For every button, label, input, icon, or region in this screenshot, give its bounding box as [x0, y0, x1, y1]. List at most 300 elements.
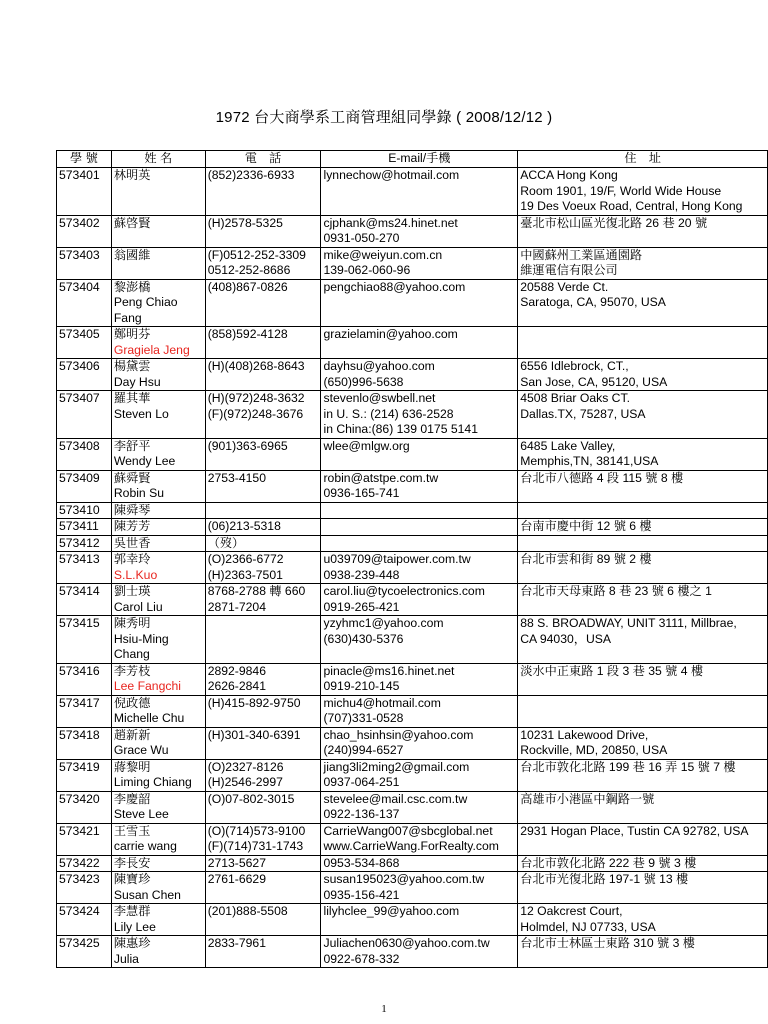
phone-line: (201)888-5508 [207, 904, 288, 918]
address-cell [518, 438, 768, 470]
email-cell [321, 727, 518, 759]
address-cell [518, 535, 768, 552]
phone-line: (F)(972)248-3676 [207, 406, 304, 421]
name-line: 李芳枝 [113, 663, 151, 678]
phone-cell [205, 535, 321, 552]
email-cell [321, 470, 518, 502]
table-row [57, 791, 768, 823]
address-cell [518, 872, 768, 904]
address-line: 台北市敦化北路 199 巷 16 弄 15 號 7 樓 [520, 759, 736, 774]
email-cell [321, 663, 518, 695]
email-line: www.CarrieWang.ForRealty.com [323, 839, 499, 853]
name-line: 蘇舜賢 [113, 470, 151, 485]
name-cell [111, 727, 205, 759]
student-id-cell: 573411 [57, 519, 112, 536]
student-id-cell: 573416 [57, 663, 112, 695]
phone-line: 2833-7961 [207, 936, 266, 950]
phone-cell [205, 759, 321, 791]
email-line: 0936-165-741 [323, 486, 400, 500]
phone-cell [205, 168, 321, 216]
table-row [57, 502, 768, 519]
name-line: Steve Lee [113, 807, 169, 821]
name-cell [111, 791, 205, 823]
phone-cell [205, 519, 321, 536]
email-cell [321, 584, 518, 616]
name-cell [111, 616, 205, 664]
address-line: 2931 Hogan Place, Tustin CA 92782, USA [520, 823, 749, 838]
name-cell [111, 759, 205, 791]
phone-cell [205, 855, 321, 872]
phone-cell [205, 438, 321, 470]
email-line: stevenlo@swbell.net [323, 391, 436, 405]
email-line: michu4@hotmail.com [323, 695, 441, 710]
student-id-cell: 573417 [57, 695, 112, 727]
phone-line: 2892-9846 [207, 663, 266, 678]
email-line: yzyhmc1@yahoo.com [323, 616, 444, 630]
address-cell [518, 759, 768, 791]
name-line: 劉士瑛 [113, 584, 151, 598]
email-cell [321, 438, 518, 470]
phone-line: (F)0512-252-3309 [207, 247, 306, 262]
address-line: 台北市雲和街 89 號 2 樓 [520, 552, 652, 566]
name-line: 陳秀明 [113, 616, 151, 630]
student-id-cell: 573402 [57, 215, 112, 247]
phone-cell [205, 327, 321, 359]
header-email-mobile: E-mail/手機 [321, 151, 518, 168]
address-line: 維運電信有限公司 [520, 263, 618, 277]
name-line: Day Hsu [113, 374, 161, 389]
phone-line: 2753-4150 [207, 470, 266, 485]
table-row [57, 215, 768, 247]
phone-line: （歿） [207, 535, 245, 550]
name-line: 林明英 [113, 168, 151, 182]
table-row [57, 855, 768, 872]
address-line: 20588 Verde Ct. [520, 279, 609, 294]
address-line: 12 Oakcrest Court, [520, 904, 623, 918]
name-cell [111, 584, 205, 616]
table-header-row [57, 151, 768, 168]
name-cell [111, 855, 205, 872]
name-line: 李長安 [113, 855, 151, 870]
name-cell [111, 695, 205, 727]
email-cell [321, 502, 518, 519]
table-row [57, 279, 768, 327]
name-line: 黎澎橋 [113, 279, 151, 294]
email-line: cjphank@ms24.hinet.net [323, 215, 458, 230]
phone-cell [205, 663, 321, 695]
phone-line: (H)(972)248-3632 [207, 391, 305, 405]
email-line: jiang3li2ming2@gmail.com [323, 759, 470, 774]
address-line: 88 S. BROADWAY, UNIT 3111, Millbrae, [520, 616, 737, 630]
address-line: Memphis,TN, 38141,USA [520, 454, 659, 468]
student-id-cell: 573419 [57, 759, 112, 791]
table-row [57, 247, 768, 279]
email-line: (707)331-0528 [323, 711, 404, 725]
name-line: 楊黛雲 [113, 359, 151, 373]
email-cell [321, 791, 518, 823]
email-line: pengchiao88@yahoo.com [323, 279, 466, 294]
email-line: 0937-064-251 [323, 775, 400, 789]
phone-line: (H)301-340-6391 [207, 727, 301, 742]
phone-line: (06)213-5318 [207, 519, 281, 533]
address-line: Rockville, MD, 20850, USA [520, 743, 668, 757]
phone-cell [205, 936, 321, 968]
email-line: 0919-265-421 [323, 599, 400, 614]
page-number: 1 [381, 1003, 387, 1015]
student-id-cell: 573401 [57, 168, 112, 216]
phone-line: (858)592-4128 [207, 327, 288, 341]
phone-line: (O)2327-8126 [207, 759, 284, 774]
phone-cell [205, 552, 321, 584]
table-row [57, 727, 768, 759]
header-name: 姓 名 [111, 151, 205, 168]
phone-line: 2871-7204 [207, 599, 266, 614]
name-line: 蔣黎明 [113, 759, 151, 774]
address-cell [518, 215, 768, 247]
name-line: 李慶韶 [113, 791, 151, 806]
name-cell [111, 519, 205, 536]
name-line: Chang [113, 647, 150, 661]
name-line: Lily Lee [113, 919, 156, 934]
email-cell [321, 215, 518, 247]
table-body [57, 168, 768, 968]
email-line: grazielamin@yahoo.com [323, 327, 458, 341]
header-phone: 電 話 [205, 151, 321, 168]
name-cell [111, 359, 205, 391]
table-row [57, 904, 768, 936]
name-line: 倪政德 [113, 695, 151, 710]
address-line: 6556 Idlebrock, CT., [520, 359, 629, 373]
address-line: 台北市光復北路 197-1 號 13 樓 [520, 872, 689, 886]
phone-line: (901)363-6965 [207, 438, 288, 453]
table-row [57, 936, 768, 968]
name-cell [111, 502, 205, 519]
email-cell [321, 936, 518, 968]
address-line: Holmdel, NJ 07733, USA [520, 919, 656, 934]
header-student-id: 學 號 [57, 151, 112, 168]
table-row [57, 663, 768, 695]
address-cell [518, 359, 768, 391]
email-cell [321, 616, 518, 664]
student-id-cell: 573410 [57, 502, 112, 519]
email-cell [321, 695, 518, 727]
phone-cell [205, 279, 321, 327]
email-line: lynnechow@hotmail.com [323, 168, 460, 182]
email-cell [321, 855, 518, 872]
student-id-cell: 573422 [57, 855, 112, 872]
table-row [57, 327, 768, 359]
name-line: 郭幸玲 [113, 552, 151, 566]
table-row [57, 616, 768, 664]
student-id-cell: 573403 [57, 247, 112, 279]
email-line: 0922-136-137 [323, 807, 400, 821]
name-line: Wendy Lee [113, 454, 176, 468]
phone-line: (F)(714)731-1743 [207, 839, 304, 853]
phone-line: (O)2366-6772 [207, 552, 284, 566]
email-cell [321, 904, 518, 936]
address-line: Saratoga, CA, 95070, USA [520, 295, 666, 309]
address-cell [518, 727, 768, 759]
student-id-cell: 573421 [57, 823, 112, 855]
phone-cell [205, 247, 321, 279]
phone-cell [205, 215, 321, 247]
email-line: wlee@mlgw.org [323, 438, 410, 453]
table-row [57, 695, 768, 727]
name-line: 吳世香 [113, 535, 151, 550]
name-line: 翁國維 [113, 247, 151, 262]
address-line: San Jose, CA, 95120, USA [520, 374, 668, 389]
name-line: Fang [113, 310, 142, 325]
address-cell [518, 695, 768, 727]
email-line: in China:(86) 139 0175 5141 [323, 422, 478, 436]
name-line: 李慧群 [113, 904, 151, 918]
student-id-cell: 573420 [57, 791, 112, 823]
name-line: Grace Wu [113, 743, 169, 757]
name-line: Carol Liu [113, 599, 163, 614]
address-cell [518, 663, 768, 695]
name-line: 李舒平 [113, 438, 151, 453]
phone-line: 2761-6629 [207, 872, 266, 886]
phone-line: (H)2363-7501 [207, 567, 283, 582]
student-id-cell: 573404 [57, 279, 112, 327]
address-line: ACCA Hong Kong [520, 168, 618, 182]
email-cell [321, 759, 518, 791]
address-cell [518, 247, 768, 279]
student-id-cell: 573418 [57, 727, 112, 759]
student-id-cell: 573408 [57, 438, 112, 470]
email-cell [321, 872, 518, 904]
english-name-line: Gragiela Jeng [113, 342, 190, 357]
email-line: pinacle@ms16.hinet.net [323, 663, 455, 678]
email-cell [321, 823, 518, 855]
email-cell [321, 552, 518, 584]
student-id-cell: 573405 [57, 327, 112, 359]
email-line: Juliachen0630@yahoo.com.tw [323, 936, 490, 950]
student-id-cell: 573415 [57, 616, 112, 664]
address-cell [518, 502, 768, 519]
phone-line: 0512-252-8686 [207, 263, 291, 277]
address-cell [518, 584, 768, 616]
address-cell [518, 552, 768, 584]
table-row [57, 823, 768, 855]
phone-cell [205, 872, 321, 904]
email-line: susan195023@yahoo.com.tw [323, 872, 485, 886]
address-cell [518, 391, 768, 439]
name-cell [111, 247, 205, 279]
address-cell [518, 936, 768, 968]
student-id-cell: 573409 [57, 470, 112, 502]
document-title: 1972 台大商學系工商管理組同學錄 ( 2008/12/12 ) [215, 109, 553, 126]
email-line: in U. S.: (214) 636-2528 [323, 406, 454, 421]
phone-line: (O)(714)573-9100 [207, 823, 306, 838]
address-cell [518, 616, 768, 664]
name-cell [111, 663, 205, 695]
phone-cell [205, 904, 321, 936]
name-line: Hsiu-Ming [113, 631, 169, 646]
name-line: 陳舜琴 [113, 502, 151, 517]
address-line: 中國蘇州工業區通園路 [520, 247, 643, 262]
phone-cell [205, 502, 321, 519]
table-row [57, 519, 768, 536]
address-cell [518, 791, 768, 823]
name-cell [111, 327, 205, 359]
table-row [57, 759, 768, 791]
address-line: 台北市敦化北路 222 巷 9 號 3 樓 [520, 855, 697, 870]
name-cell [111, 391, 205, 439]
phone-cell [205, 584, 321, 616]
name-line: 陳芳芳 [113, 519, 151, 533]
phone-line: (H)2546-2997 [207, 775, 283, 789]
email-line: (240)994-6527 [323, 743, 404, 757]
student-id-cell: 573406 [57, 359, 112, 391]
table-row [57, 438, 768, 470]
email-line: 139-062-060-96 [323, 263, 411, 277]
phone-cell [205, 791, 321, 823]
student-id-cell: 573424 [57, 904, 112, 936]
address-line: 台北市天母東路 8 巷 23 號 6 樓之 1 [520, 584, 712, 598]
address-line: CA 94030，USA [520, 631, 612, 646]
name-cell [111, 904, 205, 936]
name-cell [111, 535, 205, 552]
table-row [57, 168, 768, 216]
name-line: carrie wang [113, 839, 177, 853]
email-cell [321, 279, 518, 327]
name-cell [111, 215, 205, 247]
english-name-line: S.L.Kuo [113, 567, 158, 582]
name-line: Julia [113, 951, 139, 966]
phone-line: (H)(408)268-8643 [207, 359, 305, 373]
name-cell [111, 936, 205, 968]
student-id-cell: 573414 [57, 584, 112, 616]
email-line: dayhsu@yahoo.com [323, 359, 435, 373]
phone-line: 2713-5627 [207, 855, 266, 870]
address-cell [518, 855, 768, 872]
table-row [57, 535, 768, 552]
email-line: 0931-050-270 [323, 231, 400, 245]
email-cell [321, 391, 518, 439]
address-line: 4508 Briar Oaks CT. [520, 391, 630, 405]
email-line: 0919-210-145 [323, 679, 400, 693]
address-line: 高雄市小港區中鋼路一號 [520, 791, 655, 806]
phone-line: (H)415-892-9750 [207, 695, 301, 710]
email-line: (650)996-5638 [323, 374, 404, 389]
phone-line: 2626-2841 [207, 679, 266, 693]
student-id-cell: 573425 [57, 936, 112, 968]
address-line: 臺北市松山區光復北路 26 巷 20 號 [520, 215, 708, 230]
name-line: 蘇啓賢 [113, 215, 151, 230]
email-cell [321, 327, 518, 359]
phone-cell [205, 391, 321, 439]
address-cell [518, 168, 768, 216]
address-cell [518, 327, 768, 359]
email-line: stevelee@mail.csc.com.tw [323, 791, 468, 806]
address-cell [518, 904, 768, 936]
name-line: 羅其華 [113, 391, 151, 405]
name-line: Peng Chiao [113, 295, 178, 309]
name-cell [111, 823, 205, 855]
phone-cell [205, 470, 321, 502]
email-line: CarrieWang007@sbcglobal.net [323, 823, 493, 838]
address-line: 19 Des Voeux Road, Central, Hong Kong [520, 199, 743, 213]
name-cell [111, 872, 205, 904]
address-line: 6485 Lake Valley, [520, 438, 616, 453]
email-cell [321, 359, 518, 391]
email-line: 0922-678-332 [323, 951, 400, 966]
name-line: 鄭明芬 [113, 327, 151, 341]
student-id-cell: 573413 [57, 552, 112, 584]
phone-line: (O)07-802-3015 [207, 791, 295, 806]
email-line: chao_hsinhsin@yahoo.com [323, 727, 474, 742]
table-row [57, 470, 768, 502]
name-cell [111, 552, 205, 584]
alumni-roster-table [56, 150, 768, 968]
email-line: 0935-156-421 [323, 887, 400, 902]
email-cell [321, 519, 518, 536]
name-line: 王雪玉 [113, 823, 151, 838]
name-cell [111, 279, 205, 327]
address-cell [518, 519, 768, 536]
name-line: Steven Lo [113, 406, 169, 421]
name-line: 陳寶珍 [113, 872, 151, 886]
phone-cell [205, 616, 321, 664]
name-line: Susan Chen [113, 887, 181, 902]
phone-cell [205, 359, 321, 391]
email-cell [321, 247, 518, 279]
name-cell [111, 168, 205, 216]
phone-line: (408)867-0826 [207, 279, 288, 294]
email-line: 0953-534-868 [323, 855, 400, 870]
table-row [57, 552, 768, 584]
email-line: robin@atstpe.com.tw [323, 470, 439, 485]
phone-cell [205, 695, 321, 727]
email-line: mike@weiyun.com.cn [323, 247, 443, 262]
phone-cell [205, 727, 321, 759]
email-line: (630)430-5376 [323, 631, 404, 646]
address-line: 10231 Lakewood Drive, [520, 727, 649, 742]
email-cell [321, 535, 518, 552]
address-cell [518, 279, 768, 327]
address-cell [518, 823, 768, 855]
email-line: lilyhclee_99@yahoo.com [323, 904, 460, 918]
phone-line: (852)2336-6933 [207, 168, 295, 182]
student-id-cell: 573407 [57, 391, 112, 439]
english-name-line: Lee Fangchi [113, 679, 181, 693]
address-line: 台北市士林區士東路 310 號 3 樓 [520, 936, 695, 950]
name-line: Liming Chiang [113, 775, 192, 789]
name-line: Robin Su [113, 486, 164, 500]
table-row [57, 359, 768, 391]
email-line: carol.liu@tycoelectronics.com [323, 584, 485, 598]
address-line: 台北市八德路 4 段 115 號 8 樓 [520, 470, 684, 485]
email-cell [321, 168, 518, 216]
name-cell [111, 470, 205, 502]
name-line: Michelle Chu [113, 711, 185, 725]
address-line: 台南市慶中街 12 號 6 樓 [520, 519, 652, 533]
email-line: u039709@taipower.com.tw [323, 552, 471, 566]
address-line: 淡水中正東路 1 段 3 巷 35 號 4 樓 [520, 663, 704, 678]
table-row [57, 391, 768, 439]
address-cell [518, 470, 768, 502]
name-line: 趙新新 [113, 727, 151, 742]
table-row [57, 584, 768, 616]
table-row [57, 872, 768, 904]
phone-line: 8768-2788 轉 660 [207, 584, 306, 598]
student-id-cell: 573412 [57, 535, 112, 552]
name-cell [111, 438, 205, 470]
name-line: 陳惠珍 [113, 936, 151, 950]
phone-line: (H)2578-5325 [207, 215, 283, 230]
address-line: Room 1901, 19/F, World Wide House [520, 183, 722, 198]
